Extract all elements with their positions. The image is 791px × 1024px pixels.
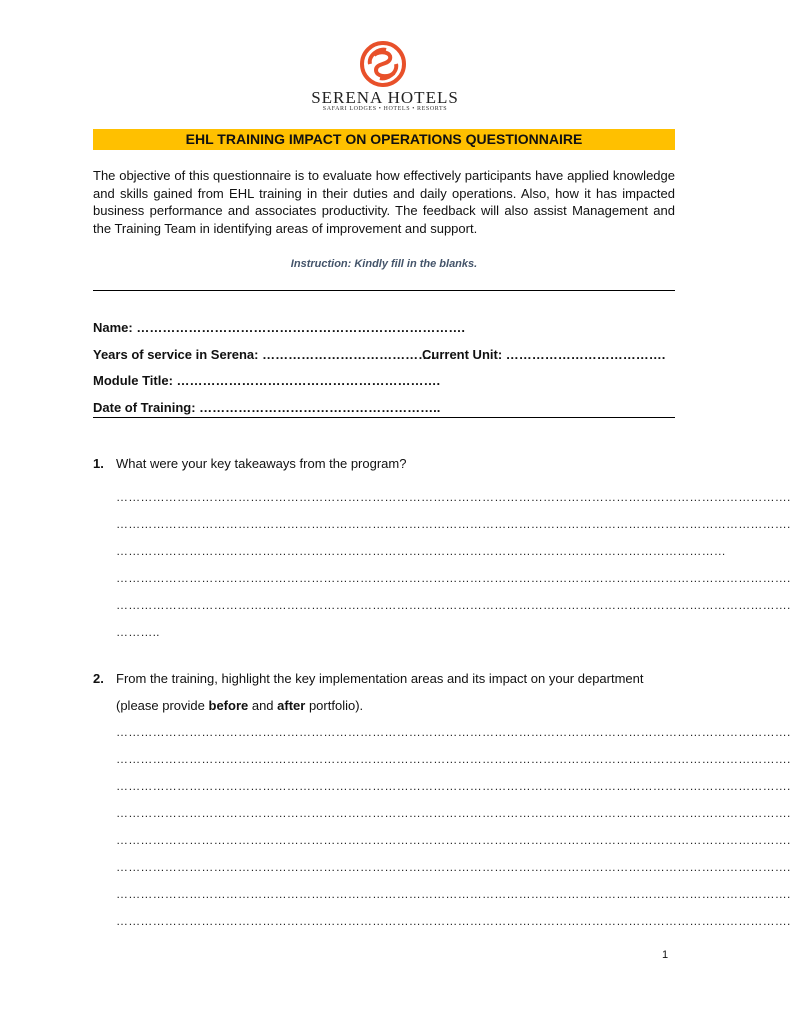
brand-name: SERENA HOTELS xyxy=(311,88,459,107)
logo xyxy=(302,40,468,112)
answer-line[interactable]: ……….. xyxy=(116,625,160,639)
question-text: What were your key takeaways from the program? xyxy=(116,456,407,471)
answer-line[interactable]: …………………………………………………………………………………………………………………………………………………. xyxy=(116,779,791,793)
answer-line[interactable]: …………………………………………………………………………………………………………………………………………………. xyxy=(116,571,791,585)
answer-line[interactable]: …………………………………………………………………………………………………………………………………………………. xyxy=(116,887,791,901)
module-title-field[interactable]: Module Title: ……………………………………………………. xyxy=(93,373,441,388)
page-title: EHL TRAINING IMPACT ON OPERATIONS QUESTIONNAIRE xyxy=(93,129,675,150)
divider xyxy=(93,417,675,418)
serena-spiral-icon xyxy=(354,40,412,88)
instruction-text: Instruction: Kindly fill in the blanks. xyxy=(290,258,478,270)
date-of-training-field[interactable]: Date of Training: ……………………………………………….. xyxy=(93,400,441,415)
name-field[interactable]: Name: …………………………………………………………………. xyxy=(93,320,465,335)
answer-line[interactable]: …………………………………………………………………………………………………………………………………………………. xyxy=(116,517,791,531)
answer-line[interactable]: …………………………………………………………………………………………………………………………………… xyxy=(116,544,726,558)
question-number: 2. xyxy=(93,671,104,686)
answer-line[interactable]: …………………………………………………………………………………………………………………………………………………. xyxy=(116,806,791,820)
page-number: 1 xyxy=(662,949,669,961)
answer-line[interactable]: …………………………………………………………………………………………………………………………………………………. xyxy=(116,598,791,612)
answer-line[interactable]: …………………………………………………………………………………………………………………………………………………. xyxy=(116,914,791,928)
years-of-service-field[interactable]: Years of service in Serena: …………………………………. xyxy=(93,347,435,362)
current-unit-field[interactable]: Current Unit: ………………………………. xyxy=(422,347,666,362)
intro-paragraph: The objective of this questionnaire is to evaluate how effectively participants have applied knowledge and skills gained from EHL training in their duties and daily operations. Also, how it has impacted business performance and associates productivity. The feedback will also assist Management and the Training Team in identifying areas of improvement and support. xyxy=(93,168,675,236)
question-text: From the training, highlight the key implementation areas and its impact on your department (please provide before and after portfolio). xyxy=(116,671,644,713)
answer-line[interactable]: …………………………………………………………………………………………………………………………………………………. xyxy=(116,725,791,739)
brand-tagline: SAFARI LODGES • HOTELS • RESORTS xyxy=(322,106,448,112)
answer-line[interactable]: …………………………………………………………………………………………………………………………………………………. xyxy=(116,490,791,504)
answer-line[interactable]: …………………………………………………………………………………………………………………………………………………. xyxy=(116,752,791,766)
answer-line[interactable]: …………………………………………………………………………………………………………………………………………………. xyxy=(116,860,791,874)
question-number: 1. xyxy=(93,456,104,471)
divider xyxy=(93,290,675,291)
answer-line[interactable]: …………………………………………………………………………………………………………………………………………………. xyxy=(116,833,791,847)
